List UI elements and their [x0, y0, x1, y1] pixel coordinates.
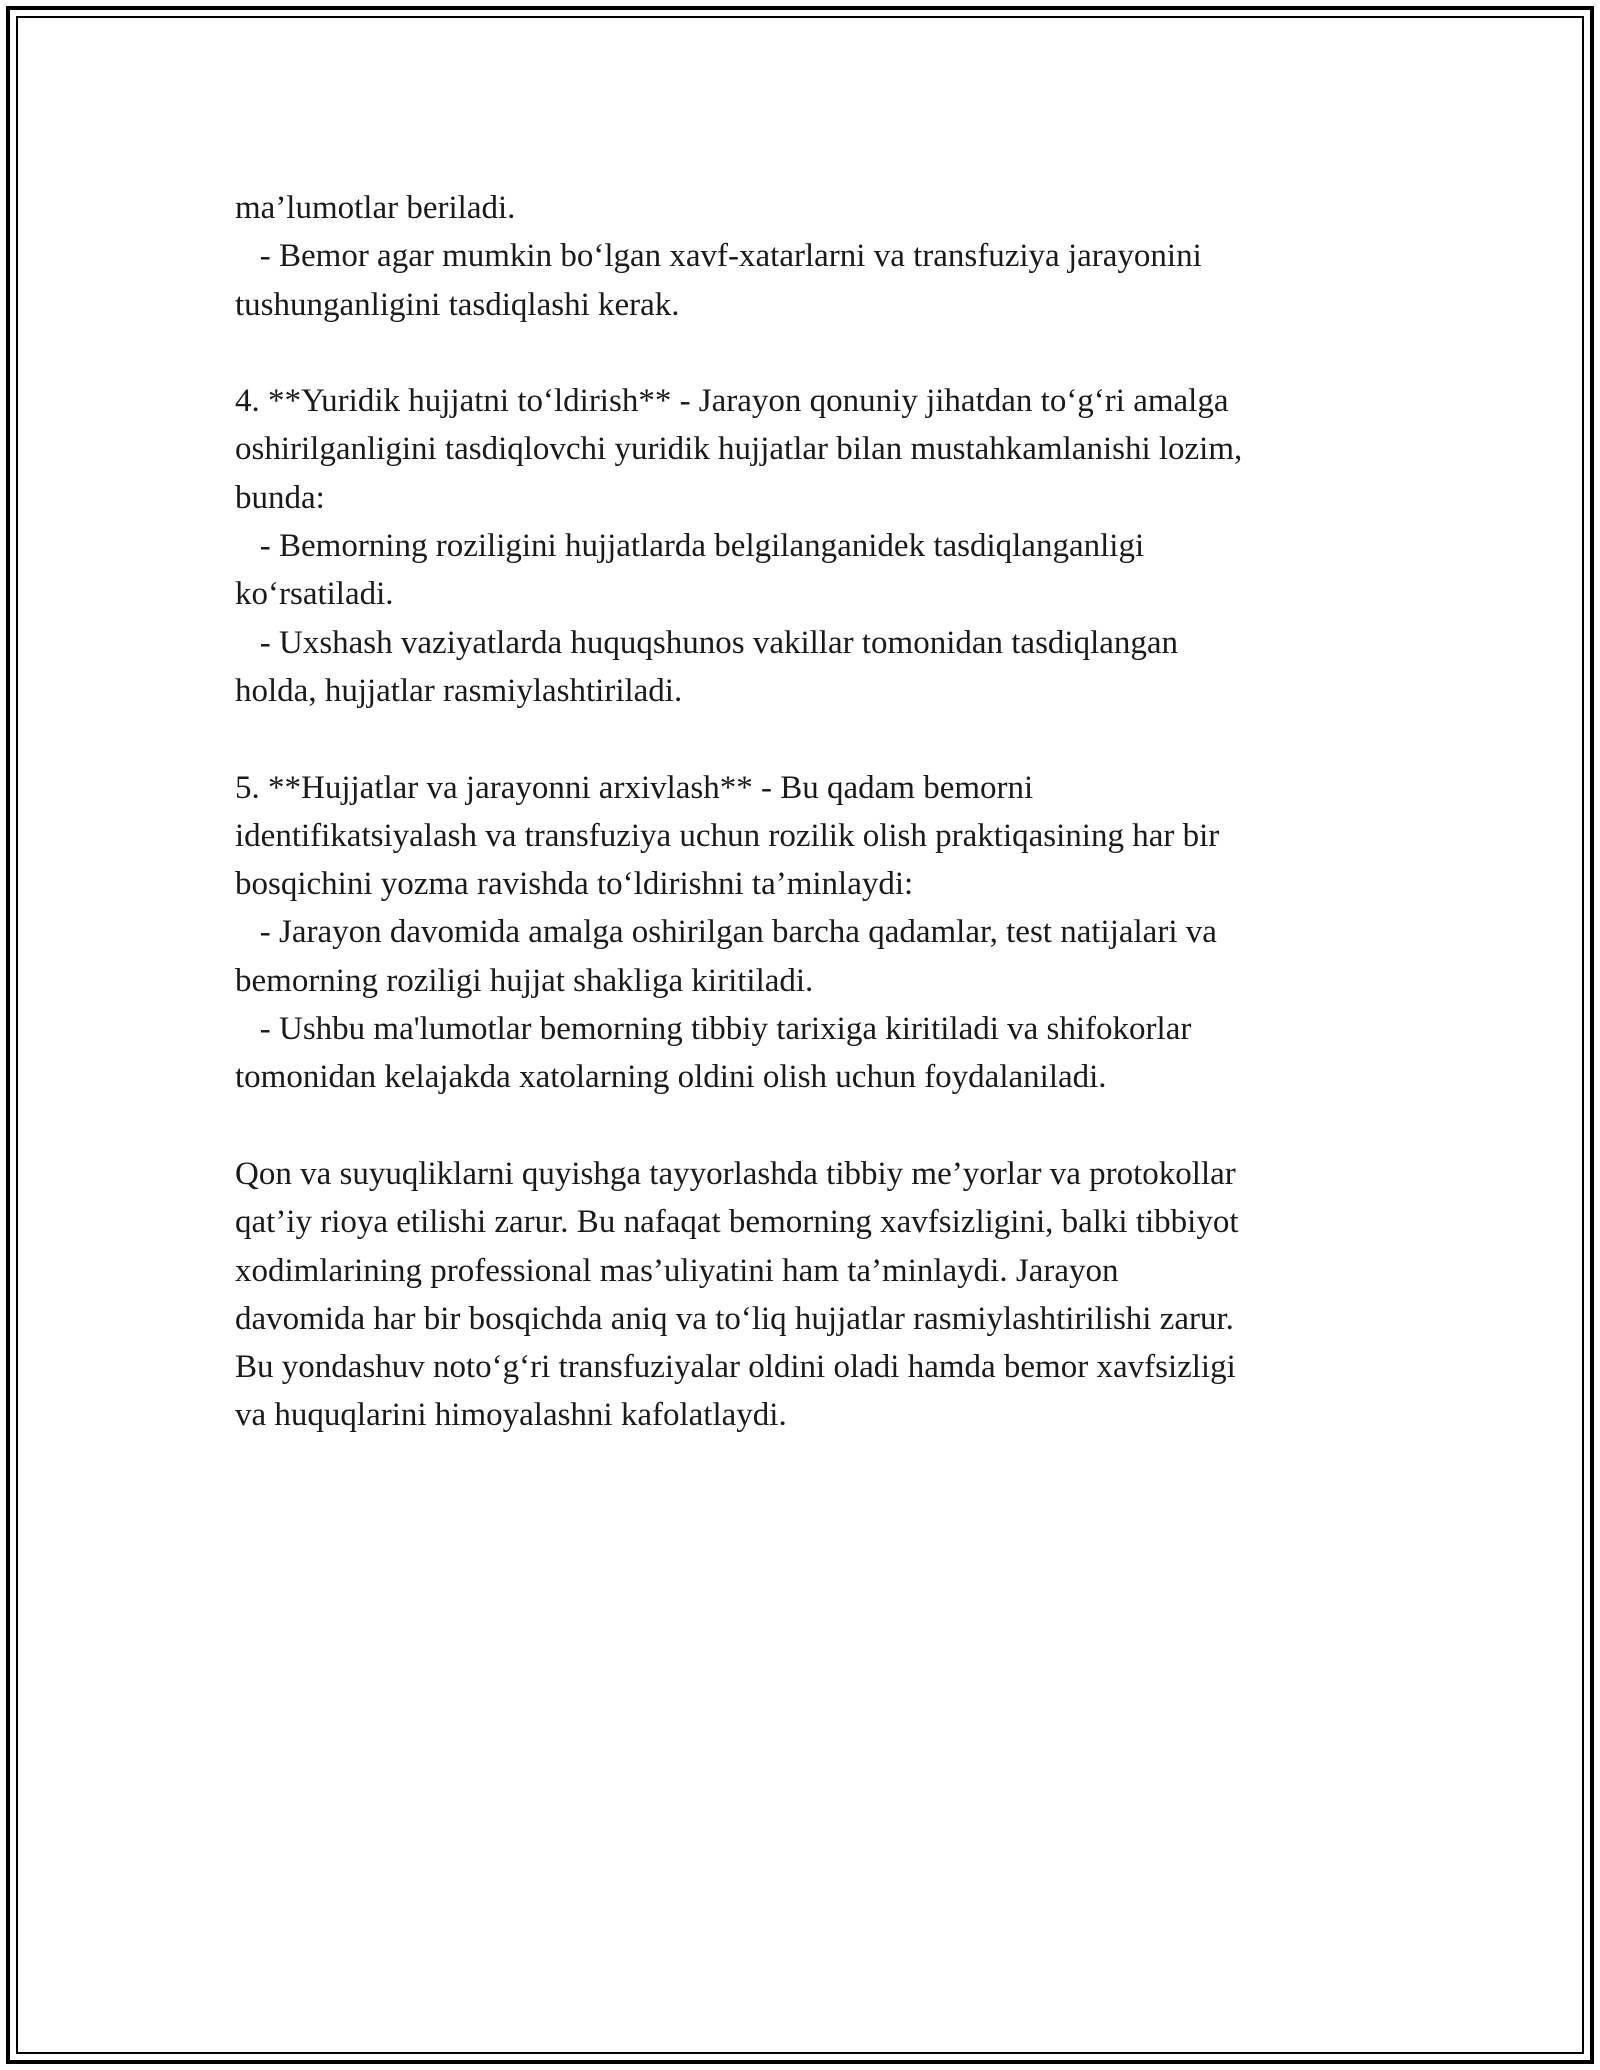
- text-line: Qon va suyuqliklarni quyishga tayyorlashda tibbiy me’yorlar va protokollar: [235, 1155, 1236, 1192]
- paragraph-gap: [235, 715, 1385, 763]
- text-line: bosqichini yozma ravishda to‘ldirishni ta’minlaydi:: [235, 866, 914, 903]
- text-line: 5. **Hujjatlar va jarayonni arxivlash** - Bu qadam bemorni: [235, 769, 1034, 806]
- text-line: tomonidan kelajakda xatolarning oldini olish uchun foydalaniladi.: [235, 1059, 1107, 1096]
- text-line: xodimlarining professional mas’uliyatini ham ta’minlaydi. Jarayon: [235, 1252, 1119, 1289]
- text-line: va huquqlarini himoyalashni kafolatlaydi.: [235, 1397, 787, 1434]
- text-line: - Ushbu ma'lumotlar bemorning tibbiy tarixiga kiritiladi va shifokorlar: [235, 1011, 1192, 1048]
- paragraph-step-4: [235, 377, 1385, 715]
- text-line: - Bemor agar mumkin bo‘lgan xavf-xatarlarni va transfuziya jarayonini: [235, 238, 1202, 275]
- text-line: Bu yondashuv noto‘g‘ri transfuziyalar oldini oladi hamda bemor xavfsizligi: [235, 1349, 1236, 1386]
- text-line: bemorning roziligi hujjat shakliga kiritiladi.: [235, 962, 814, 999]
- paragraph-step-5: [235, 764, 1385, 1102]
- paragraph-gap: [235, 329, 1385, 377]
- text-line: - Jarayon davomida amalga oshirilgan barcha qadamlar, test natijalari va: [235, 914, 1217, 951]
- text-line: identifikatsiyalash va transfuziya uchun rozilik olish praktiqasining har bir: [235, 817, 1220, 854]
- text-line: - Bemorning roziligini hujjatlarda belgilanganidek tasdiqlanganligi: [235, 528, 1145, 565]
- paragraph-gap: [235, 1102, 1385, 1150]
- text-line: davomida har bir bosqichda aniq va to‘liq hujjatlar rasmiylashtirilishi zarur.: [235, 1300, 1234, 1337]
- text-line: bunda:: [235, 479, 325, 516]
- text-line: oshirilganligini tasdiqlovchi yuridik hujjatlar bilan mustahkamlanishi lozim,: [235, 431, 1243, 468]
- text-line: holda, hujjatlar rasmiylashtiriladi.: [235, 672, 683, 709]
- text-line: tushunganligini tasdiqlashi kerak.: [235, 286, 680, 323]
- text-line: ma’lumotlar beriladi.: [235, 190, 516, 226]
- paragraph-conclusion: [235, 1150, 1385, 1440]
- text-line: - Uxshash vaziyatlarda huquqshunos vakillar tomonidan tasdiqlangan: [235, 624, 1179, 661]
- text-line: 4. **Yuridik hujjatni to‘ldirish** - Jarayon qonuniy jihatdan to‘g‘ri amalga: [235, 383, 1229, 420]
- document-body: [235, 184, 1385, 1440]
- paragraph-continuation: [235, 184, 1385, 329]
- text-line: ko‘rsatiladi.: [235, 576, 394, 613]
- text-line: qat’iy rioya etilishi zarur. Bu nafaqat bemorning xavfsizligini, balki tibbiyot: [235, 1204, 1239, 1241]
